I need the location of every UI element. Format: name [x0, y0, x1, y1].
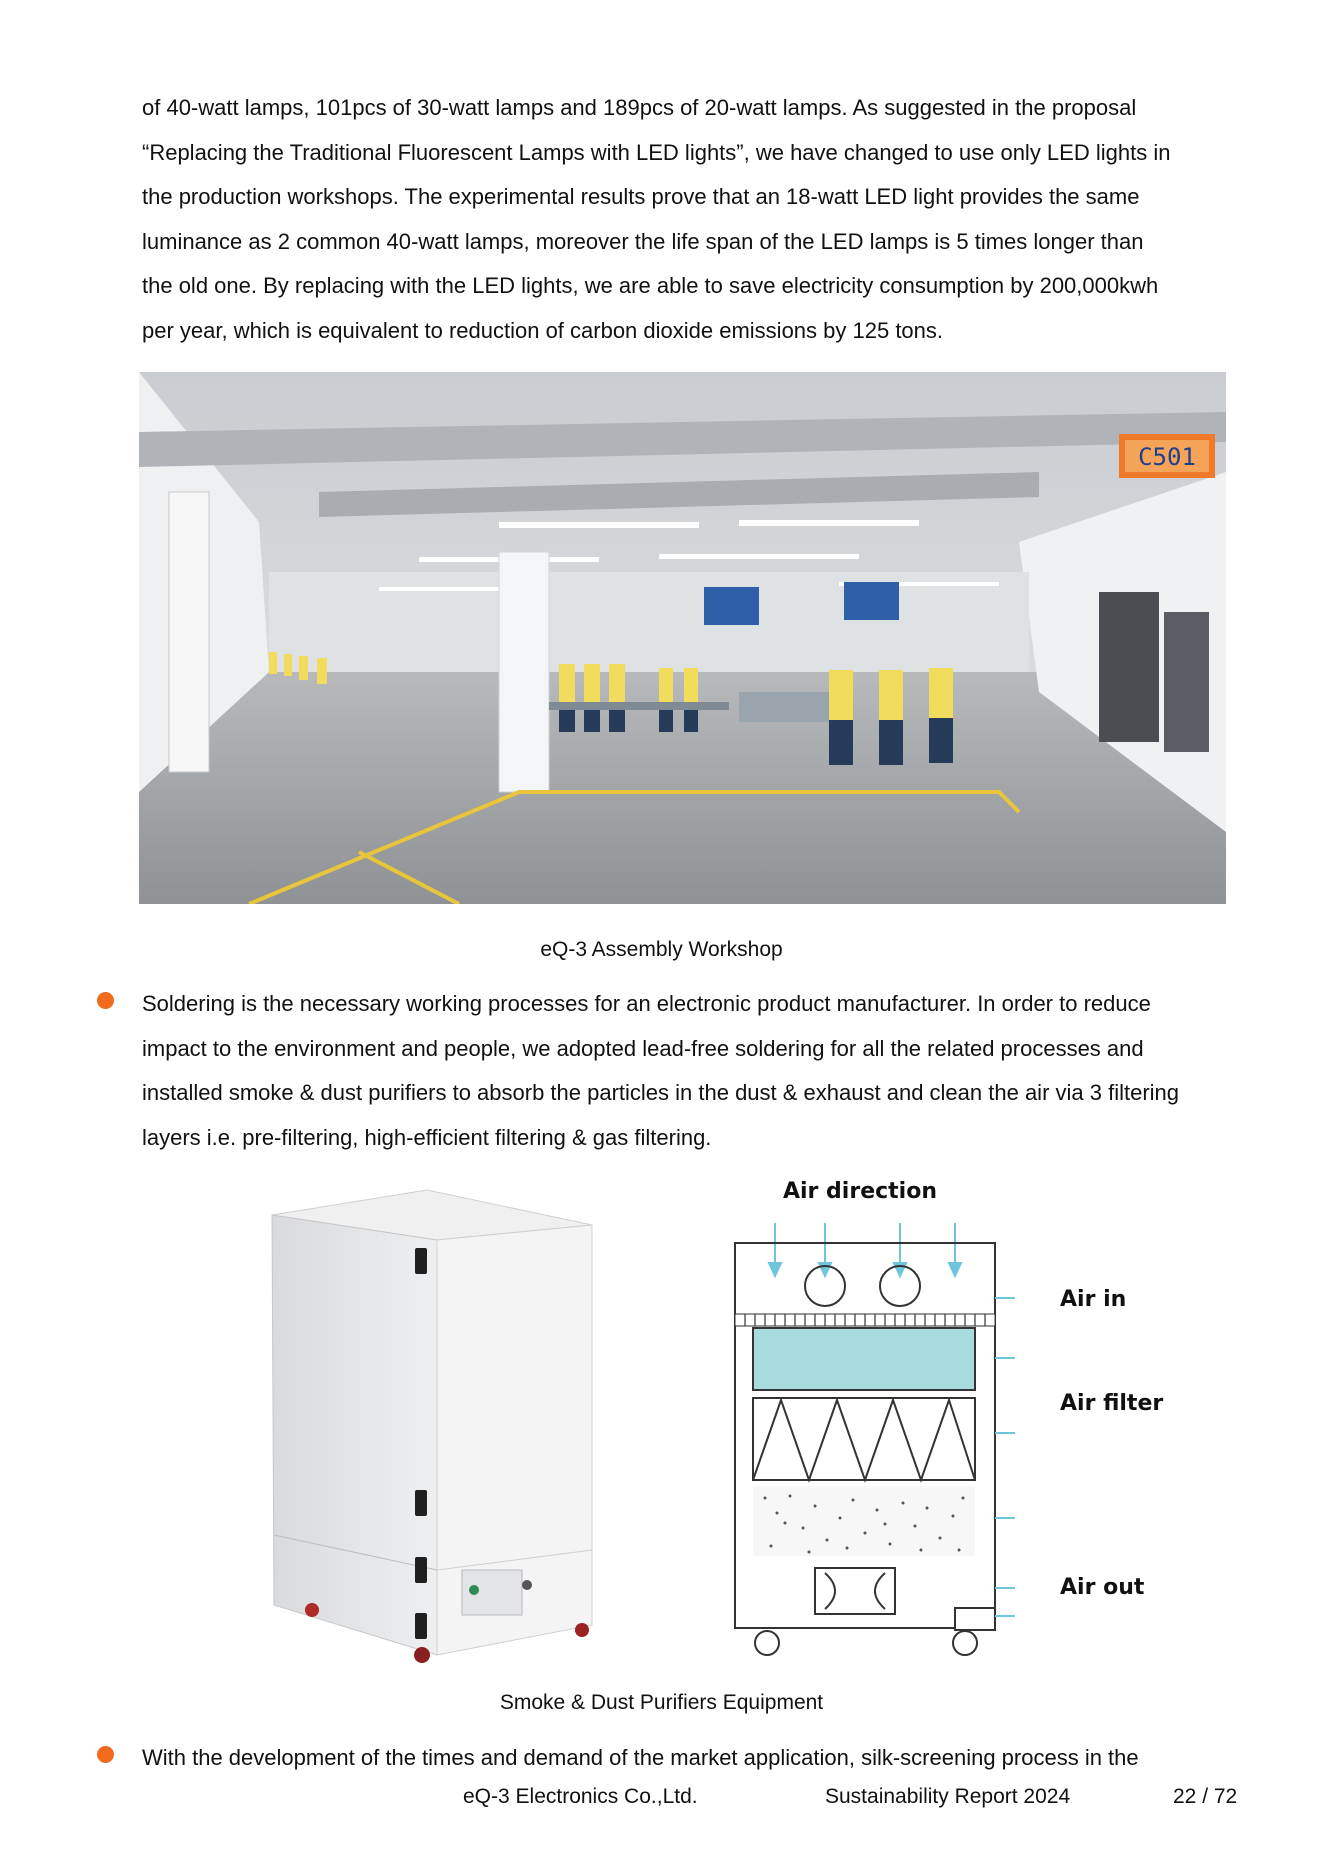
intro-paragraph: [142, 86, 1242, 354]
soldering-line: impact to the environment and people, we adopted lead-free soldering for all the related processes and: [142, 1035, 1144, 1061]
intro-line: per year, which is equivalent to reduction of carbon dioxide emissions by 125 tons.: [142, 317, 944, 343]
hepa-filter-block: [753, 1328, 975, 1390]
air-arrows: [769, 1223, 961, 1276]
footer-report-title: Sustainability Report 2024: [825, 1785, 1071, 1808]
intro-line: “Replacing the Traditional Fluorescent Lamps with LED lights”, we have changed to use only LED lights in: [142, 139, 1171, 165]
silkscreen-paragraph: [142, 1736, 1242, 1781]
purifier-cabinet-image: [262, 1185, 612, 1675]
air-flow-diagram: [715, 1168, 1185, 1658]
footer-page-number: 22 / 72: [1173, 1785, 1238, 1808]
intro-line: of 40-watt lamps, 101pcs of 30-watt lamps and 189pcs of 20-watt lamps. As suggested in the proposal: [142, 95, 1137, 120]
intro-line: the old one. By replacing with the LED lights, we are able to save electricity consumption by 200,000kwh: [142, 273, 1159, 299]
intro-line: the production workshops. The experimental results prove that an 18-watt LED light provides the same: [142, 184, 1140, 210]
purifier-caption: Smoke & Dust Purifiers Equipment: [499, 1691, 824, 1714]
label-air-in: Air in: [1060, 1287, 1127, 1312]
workshop-caption: eQ-3 Assembly Workshop: [540, 938, 783, 961]
soldering-line: installed smoke & dust purifiers to absorb the particles in the dust & exhaust and clean the air via 3 filtering: [142, 1080, 1180, 1106]
room-sign-text: C501: [1138, 443, 1196, 471]
label-air-out: Air out: [1060, 1575, 1145, 1600]
soldering-line: Soldering is the necessary working processes for an electronic product manufacturer. In order to reduce: [142, 991, 1151, 1016]
intro-line: luminance as 2 common 40-watt lamps, moreover the life span of the LED lamps is 5 times longer than: [142, 228, 1144, 254]
assembly-workshop-photo: [139, 372, 1226, 904]
footer-company: eQ-3 Electronics Co.,Ltd.: [463, 1785, 698, 1808]
soldering-paragraph: [142, 982, 1242, 1160]
silkscreen-line: With the development of the times and demand of the market application, silk-screening process in the: [142, 1745, 1139, 1770]
bullet-icon: [97, 992, 114, 1009]
soldering-line: layers i.e. pre-filtering, high-efficient filtering & gas filtering.: [142, 1124, 712, 1150]
label-air-direction: Air direction: [782, 1179, 938, 1204]
label-air-filter: Air filter: [1060, 1391, 1164, 1416]
bullet-icon: [97, 1746, 114, 1763]
